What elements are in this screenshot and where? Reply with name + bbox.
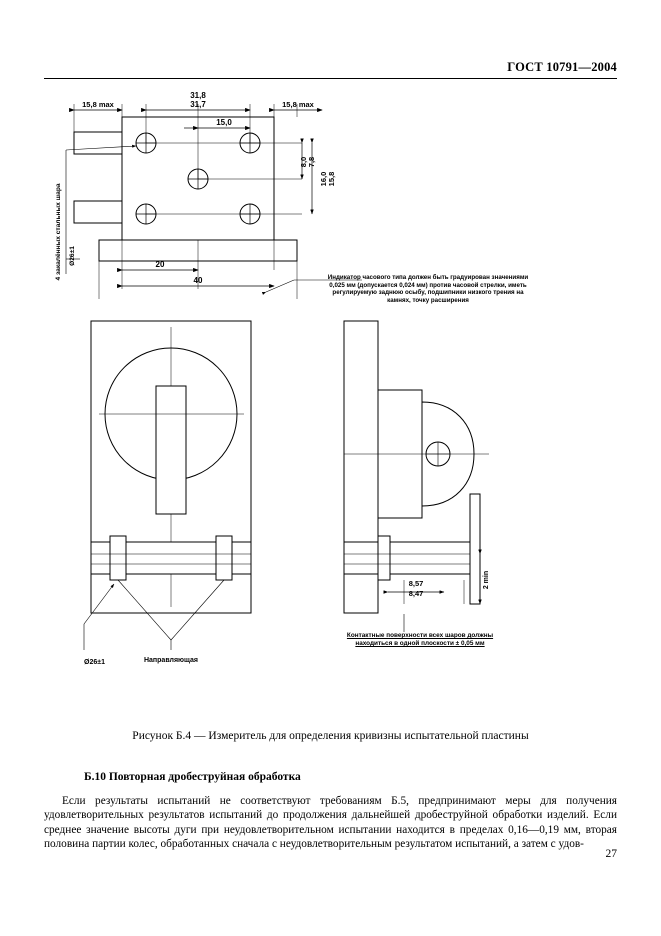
contact-surfaces-note: Контактные поверхности всех шаров должны находиться в одной плоскости ± 0,05 мм <box>346 632 494 647</box>
technical-drawing-figure <box>44 84 617 724</box>
dim-8-47: 8,47 <box>408 589 424 598</box>
page-number: 27 <box>605 848 617 860</box>
dia-label-left: Ø26±1 <box>84 659 105 666</box>
dim-15-8-max-left: 15,8 max <box>82 100 114 109</box>
paragraph-text: Если результаты испытаний не соответствуют требованиям Б.5, предпринимают меры для получения удовлетворительных результатов испытаний до продолжения дальнейшей дробеструйной обработки изделий. Если среднее значение высоты дуги при неудовлетворительном испытании находится в пределах 0,16—0,19 мм, вторая половина партии колес, обработанных сначала с неудовлетворительным результатом испытаний, а затем с удов- <box>44 795 617 851</box>
section-heading: Б.10 Повторная дробеструйная обработка <box>84 771 301 783</box>
hole-dia-top: Ø26±1 <box>69 246 76 266</box>
dim-2-min: 2 min <box>483 570 490 590</box>
indicator-note: Индикатор часового типа должен быть градуирован значениями 0,025 мм (допускается 0,024 мм) против часовой стрелки, иметь регулируемую заднюю осыбу, подшипники низкого трения на камнях, точку расширения <box>327 274 529 304</box>
dim-40: 40 <box>193 276 203 285</box>
dim-8-0: 8,0 <box>299 156 308 168</box>
dim-15-8: 15,8 <box>327 171 336 187</box>
dim-31-8: 31,8 <box>190 91 206 100</box>
standard-designation: ГОСТ 10791—2004 <box>507 60 617 74</box>
header-rule <box>44 78 617 79</box>
dim-20: 20 <box>155 260 165 269</box>
dim-8-57: 8,57 <box>408 579 424 588</box>
dim-15-8-max-right: 15,8 max <box>282 100 314 109</box>
dim-16-0: 16,0 <box>319 171 328 187</box>
dim-31-7: 31,7 <box>190 100 206 109</box>
dim-7-8: 7,8 <box>307 156 316 168</box>
dim-15-0: 15,0 <box>216 118 232 127</box>
section-paragraph <box>44 794 617 852</box>
figure-caption: Рисунок Б.4 — Измеритель для определения кривизны испытательной пластины <box>132 730 529 742</box>
ball-note: 4 закалённых стальных шара <box>55 183 62 281</box>
guide-label: Направляющая <box>143 657 199 664</box>
